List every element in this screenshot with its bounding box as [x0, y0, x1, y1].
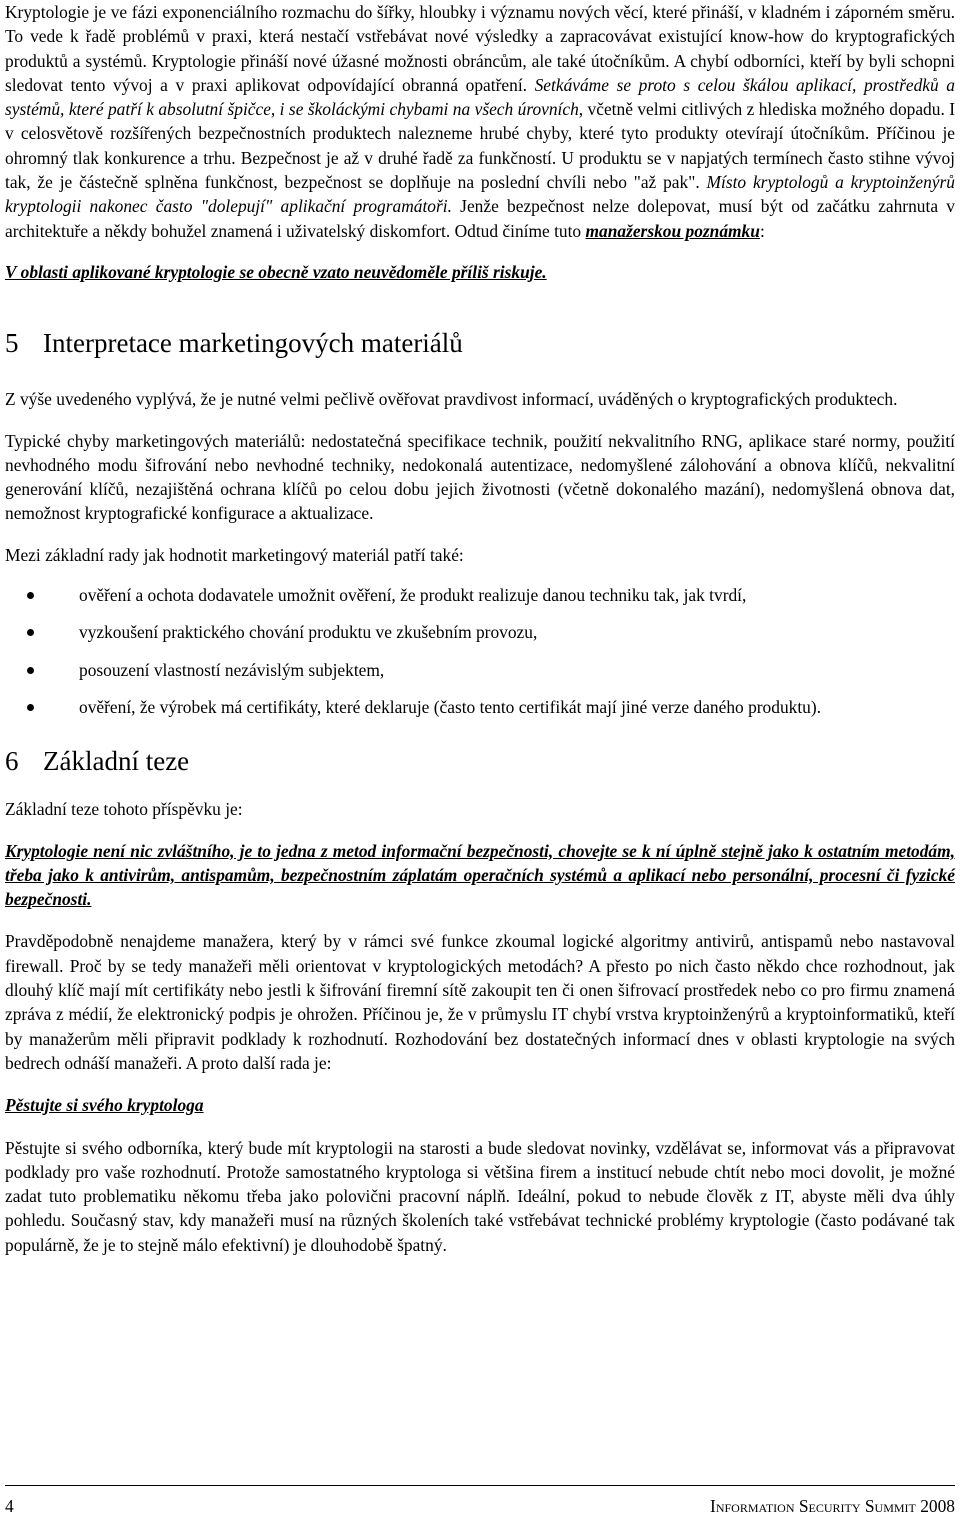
footer-event-name: Information Security Summit 2008 [710, 1496, 955, 1516]
list-item [5, 620, 955, 644]
section-6-number: 6 [5, 746, 19, 777]
bullet-icon [27, 629, 34, 636]
list-item [5, 658, 955, 682]
evaluation-tips-list [5, 583, 955, 719]
section-6-title: Základní teze [43, 746, 190, 777]
list-item [5, 695, 955, 719]
section-6-paragraph-1: Pravděpodobně nenajdeme manažera, který by v rámci své funkce zkoumal logické algoritmy antivirů, antispamů nebo nastavoval firewall. Proč by se tedy manažeři měli orientovat v kryptologických metodách? A přesto po nich často někdo chce rozhodnout, jak dlouhý klíč mají mít certifikáty nebo jestli k šifrování firemní sítě zakoupit ten či onen šifrovací prostředek nebo co pro firmu znamená zpráva z médií, že elektronický podpis je ohrožen. Příčinou je, že v průmyslu IT chybí vrstva kryptoinženýrů a kryptoinformatiků, kteří by manažerům měli připravit podklady k rozhodnutí. Rozhodování bez dostatečných informací dnes v oblasti kryptologie na svých bedrech odnáší manažeři. A proto další rada je: [5, 931, 955, 1073]
section-5-paragraph-3: Mezi základní rady jak hodnotit marketingový materiál patří také: [5, 544, 464, 565]
intro-italic-2: Místo kryptologů a kryptoinženýrů kryptologii nakonec často "dolepují" aplikační programátoři. [5, 172, 955, 217]
footer-divider [5, 1485, 955, 1486]
bullet-icon [27, 592, 34, 599]
intro-text-a: Kryptologie je ve fázi exponenciálního rozmachu do šířky, hloubky i významu nových věcí, které přináší, v kladném i záporném směru. To vede k řadě problémů v praxi, která nestačí vstřebávat nové výsledky a zapracovávat existující know-how do kryptografických produktů a systémů. Kryptologie přináší nové úžasné možnosti obráncům, ale také útočníkům. A chybí odborníci, kteří by byli schopni sledovat tento vývoj a v praxi aplikovat odpovídající obranná opatření. [5, 2, 955, 95]
section-6-heading [5, 745, 955, 777]
section-5-title: Interpretace marketingových materiálů [43, 328, 463, 359]
intro-text-c: Jenže bezpečnost nelze dolepovat, musí být od začátku zahrnuta v architektuře a někdy bohužel znamená i uživatelský diskomfort. Odtud činíme tuto [5, 196, 955, 241]
list-item-text: vyzkoušení praktického chování produktu ve zkušebním provozu, [79, 622, 538, 643]
list-item-text: posouzení vlastností nezávislým subjektem, [79, 659, 385, 680]
core-thesis: Kryptologie není nic zvláštního, je to jedna z metod informační bezpečnosti, chovejte se k ní úplně stejně jako k ostatním metodám, třeba jako k antivirům, antispamům, bezpečnostním záplatám operačních systémů a aplikací nebo personální, procesní či fyzické bezpečnosti. [5, 840, 955, 910]
bullet-icon [27, 667, 34, 674]
list-item [5, 583, 955, 607]
section-5-paragraph-1: Z výše uvedeného vyplývá, že je nutné velmi pečlivě ověřovat pravdivost informací, uváděných o kryptografických produktech. [5, 389, 898, 410]
subheading-text: Pěstujte si svého kryptologa [5, 1095, 204, 1116]
subheading-grow-cryptologist [5, 1093, 955, 1117]
bullet-icon [27, 704, 34, 711]
intro-paragraph [5, 0, 955, 243]
section-5-paragraph-2: Typické chyby marketingových materiálů: nedostatečná specifikace technik, použití nekvalitního RNG, aplikace staré normy, použití nevhodného modu šifrování nebo nevhodné techniky, nedokonalá autentizace, nedomyšlené zálohování a obnova klíčů, nekvalitní generování klíčů, nezajištěná ochrana klíčů po celou dobu jejich životnosti (včetně dokonalého mazání), nedomyšlená obnova dat, nemožnost kryptografické konfigurace a aktualizace. [5, 430, 955, 524]
intro-text-b: , včetně velmi citlivých z hlediska možného dopadu. I v celosvětově rozšířených bezpečnostních produktech nalezneme hrubé chyby, které tyto produkty otevírají útočníkům. Příčinou je ohromný tlak konkurence a trhu. Bezpečnost je až v druhé řadě za funkčností. U produktu se v napjatých termínech často stihne vývoj tak, že je částečně splněna funkčnost, bezpečnost se doplňuje na poslední chvíli nebo "až pak". [5, 99, 955, 193]
intro-text-d: : [759, 220, 765, 241]
list-item-text: ověření a ochota dodavatele umožnit ověření, že produkt realizuje danou techniku tak, jak tvrdí, [79, 585, 747, 606]
list-item-text: ověření, že výrobek má certifikáty, které deklaruje (často tento certifikát mají jiné verze daného produktu). [79, 696, 821, 717]
page-number: 4 [5, 1496, 14, 1516]
section-5-heading [5, 327, 955, 359]
section-6-paragraph-2: Pěstujte si svého odborníka, který bude mít kryptologii na starosti a bude sledovat novinky, vzdělávat se, informovat vás a připravovat podklady pro vaše rozhodnutí. Protože samostatného kryptologa si většina firem a institucí nebude chtít nebo moci dovolit, je možné zadat tuto problematiku někomu třeba jako polovični pracovní náplň. Ideální, pokud to nebude člověk z IT, abyste měli dva úhly pohledu. Současný stav, kdy manažeři musí na různých školeních také vstřebávat technické problémy kryptologie (často podávané tak populárně, že je to stejně málo efektivní) je dlouhodobě špatný. [5, 1137, 955, 1255]
intro-emphasis: manažerskou poznámku [585, 220, 760, 241]
section-5-number: 5 [5, 328, 19, 359]
intro-italic-1: Setkáváme se proto s celou škálou aplikací, prostředků a systémů, které patří k absolutní špičce, i se školáckými chybami na všech úrovních [5, 74, 955, 120]
document-page [5, 0, 955, 1257]
section-6-intro: Základní teze tohoto příspěvku je: [5, 799, 243, 820]
manager-note: V oblasti aplikované kryptologie se obecně vzato neuvědoměle příliš riskuje. [5, 261, 547, 282]
